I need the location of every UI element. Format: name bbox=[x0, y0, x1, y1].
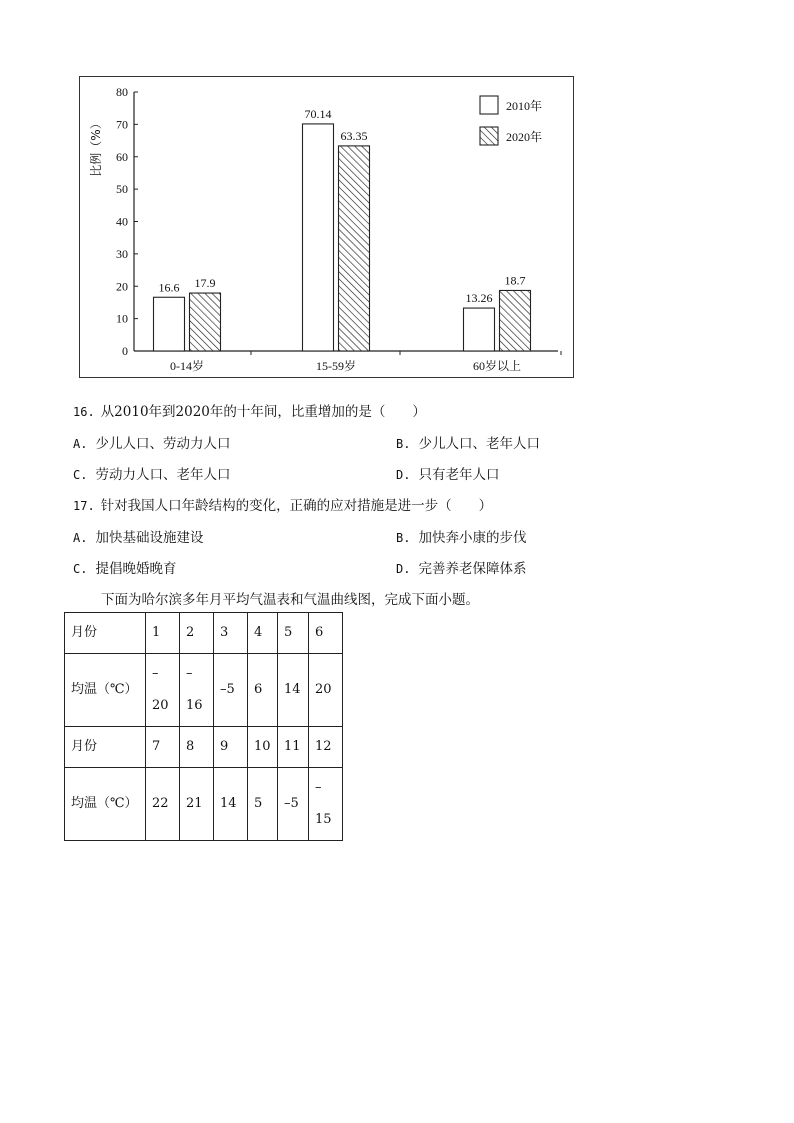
month-cell: 2 bbox=[180, 613, 214, 654]
x-tick-label: 60岁以上 bbox=[472, 359, 522, 373]
month-cell: 9 bbox=[214, 727, 248, 768]
table-intro: 下面为哈尔滨多年月平均气温表和气温曲线图，完成下面小题。 bbox=[101, 592, 479, 608]
y-tick-label: 30 bbox=[116, 246, 128, 261]
q16-option-d[interactable]: D. 只有老年人口 bbox=[396, 467, 500, 483]
data-label: 16.6 bbox=[158, 280, 180, 295]
data-label: 13.26 bbox=[465, 291, 493, 306]
y-tick-label: 0 bbox=[122, 344, 128, 358]
bar bbox=[190, 293, 221, 351]
temperature-table bbox=[64, 612, 343, 841]
question-number: 16. bbox=[73, 405, 95, 419]
month-cell: 3 bbox=[214, 613, 248, 654]
x-tick-label: 0-14岁 bbox=[170, 359, 204, 373]
bar bbox=[154, 297, 185, 351]
month-cell: 6 bbox=[309, 613, 343, 654]
temp-cell: 20 bbox=[309, 654, 343, 727]
question-text: 从2010年到2020年的十年间，比重增加的是（ ） bbox=[100, 404, 426, 420]
table-row bbox=[65, 727, 343, 768]
question-text: 针对我国人口年龄结构的变化，正确的应对措施是进一步（ ） bbox=[100, 498, 493, 514]
legend-swatch bbox=[480, 127, 498, 145]
table-row bbox=[65, 768, 343, 841]
legend-label: 2020年 bbox=[506, 130, 543, 144]
question-17 bbox=[73, 494, 492, 514]
month-cell: 8 bbox=[180, 727, 214, 768]
month-cell: 1 bbox=[146, 613, 180, 654]
bar bbox=[339, 146, 370, 351]
y-tick-label: 40 bbox=[116, 214, 128, 229]
q17-option-b[interactable]: B. 加快奔小康的步伐 bbox=[396, 530, 527, 546]
temp-cell: 14 bbox=[278, 654, 309, 727]
question-16 bbox=[73, 400, 426, 420]
temp-cell: 21 bbox=[180, 768, 214, 841]
temp-cell: 14 bbox=[214, 768, 248, 841]
table-row bbox=[65, 613, 343, 654]
month-cell: 4 bbox=[248, 613, 278, 654]
population-age-chart bbox=[79, 76, 574, 378]
y-axis-label: 比例（%） bbox=[89, 117, 103, 177]
month-cell: 7 bbox=[146, 727, 180, 768]
bar bbox=[500, 290, 531, 351]
y-tick-label: 60 bbox=[116, 149, 128, 164]
temp-cell: 22 bbox=[146, 768, 180, 841]
q17-option-c[interactable]: C. 提倡晚婚晚育 bbox=[73, 561, 177, 577]
legend-label: 2010年 bbox=[506, 99, 543, 113]
legend-swatch bbox=[480, 96, 498, 114]
month-header: 月份 bbox=[65, 727, 146, 768]
y-tick-label: 20 bbox=[116, 279, 128, 294]
y-tick-label: 70 bbox=[116, 117, 128, 132]
x-tick-label: 15-59岁 bbox=[316, 359, 356, 373]
data-label: 18.7 bbox=[504, 273, 526, 288]
q17-option-a[interactable]: A. 加快基础设施建设 bbox=[73, 530, 204, 546]
data-label: 17.9 bbox=[194, 276, 216, 291]
bar-chart-svg bbox=[80, 77, 575, 379]
data-label: 70.14 bbox=[304, 106, 332, 121]
table-row bbox=[65, 654, 343, 727]
q17-option-d[interactable]: D. 完善养老保障体系 bbox=[396, 561, 527, 577]
y-tick-label: 10 bbox=[116, 311, 128, 326]
q16-option-a[interactable]: A. 少儿人口、劳动力人口 bbox=[73, 436, 231, 452]
temp-cell: 5 bbox=[248, 768, 278, 841]
bar bbox=[303, 124, 334, 351]
temp-cell: –20 bbox=[146, 654, 180, 727]
temp-header: 均温（℃） bbox=[65, 654, 146, 727]
month-cell: 10 bbox=[248, 727, 278, 768]
month-cell: 5 bbox=[278, 613, 309, 654]
month-cell: 11 bbox=[278, 727, 309, 768]
temp-cell: –5 bbox=[278, 768, 309, 841]
temp-cell: –5 bbox=[214, 654, 248, 727]
q16-option-b[interactable]: B. 少儿人口、老年人口 bbox=[396, 436, 540, 452]
q16-option-c[interactable]: C. 劳动力人口、老年人口 bbox=[73, 467, 231, 483]
temp-cell: –16 bbox=[180, 654, 214, 727]
bar bbox=[464, 308, 495, 351]
month-cell: 12 bbox=[309, 727, 343, 768]
data-label: 63.35 bbox=[340, 128, 368, 143]
temp-cell: –15 bbox=[309, 768, 343, 841]
temp-header: 均温（℃） bbox=[65, 768, 146, 841]
question-number: 17. bbox=[73, 499, 95, 513]
temp-cell: 6 bbox=[248, 654, 278, 727]
y-tick-label: 80 bbox=[116, 85, 128, 99]
y-tick-label: 50 bbox=[116, 182, 128, 197]
month-header: 月份 bbox=[65, 613, 146, 654]
